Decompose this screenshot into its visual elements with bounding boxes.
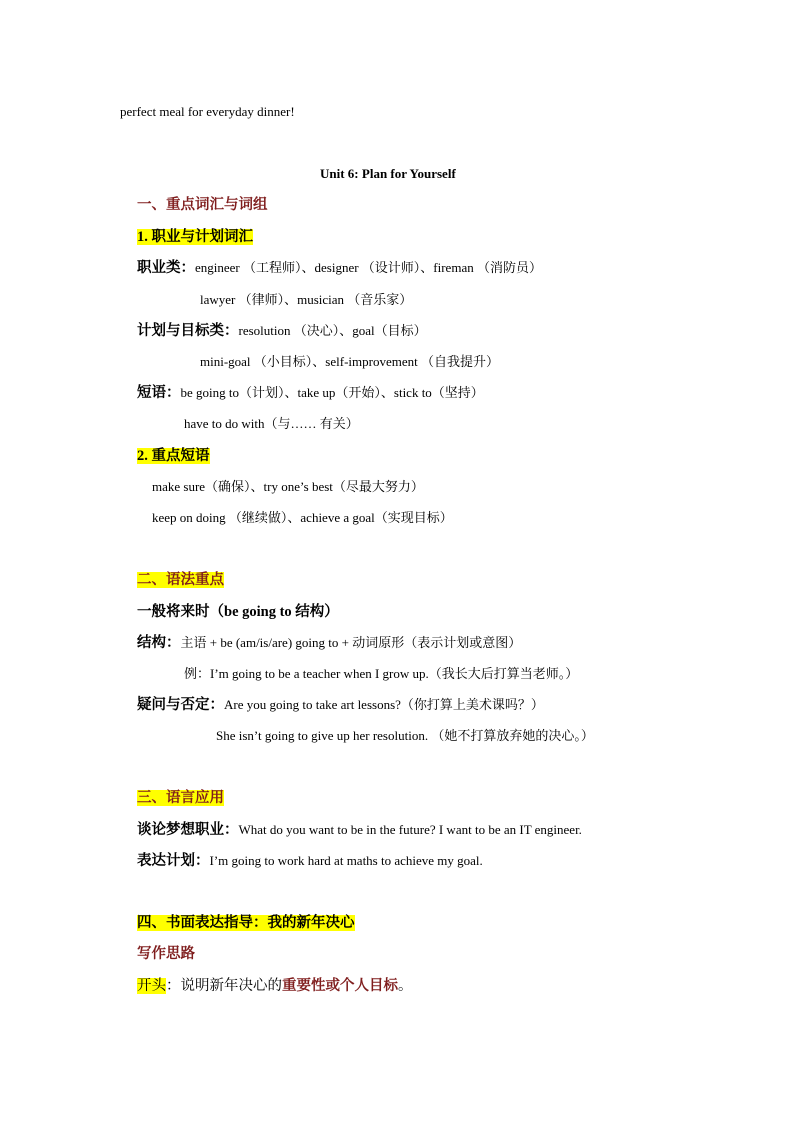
key-phrases-1: make sure（确保）、try one’s best（尽最大努力） [152,479,424,494]
phrase-label: 短语： [137,385,181,401]
opening-text: ：说明新年决心的 [166,978,282,994]
key-phrases-heading-text: 2. 重点短语 [137,448,210,464]
top-line: perfect meal for everyday dinner! [120,104,295,119]
plan-expression-label: 表达计划： [137,853,210,869]
question-label: 疑问与否定： [137,697,224,713]
vocab-heading-text: 1. 职业与计划词汇 [137,229,253,245]
career-label: 职业类： [137,260,195,276]
plan-row [137,321,427,341]
page-title: Unit 6: Plan for Yourself [320,166,456,181]
plan-expression-row [137,851,483,871]
opening-label: 开头 [137,978,166,994]
example-sentence: 例：I’m going to be a teacher when I grow up.（我长大后打算当老师。） [184,666,579,681]
plan-words-2: mini-goal （小目标）、self-improvement （自我提升） [200,354,499,369]
question-row [137,695,544,715]
plan-expression-sentence: I’m going to work hard at maths to achieve my goal. [209,853,483,868]
opening-row [137,976,413,996]
section-4-heading [137,913,355,933]
tense-title: 一般将来时（be going to 结构） [137,604,339,620]
career-words-2: lawyer （律师）、musician （音乐家） [200,292,413,307]
section-3-heading-text: 三、语言应用 [137,790,224,806]
structure-label: 结构： [137,635,181,651]
career-row [137,258,542,278]
structure-text: 主语 + be (am/is/are) going to + 动词原形（表示计划或意图） [180,635,522,650]
section-4-heading-text: 四、书面表达指导：我的新年决心 [137,915,355,931]
key-phrases-2: keep on doing （继续做）、achieve a goal（实现目标） [152,510,453,525]
negative-sentence: She isn’t going to give up her resolution. （她不打算放弃她的决心。） [216,728,594,743]
question-sentence: Are you going to take art lessons?（你打算上美术课吗？） [224,697,544,712]
vocab-heading [137,227,253,247]
section-1-heading: 一、重点词汇与词组 [137,197,268,213]
section-2-heading [137,570,224,590]
plan-words-1: resolution （决心）、goal（目标） [238,323,427,338]
key-phrases-heading [137,446,210,466]
career-words-1: engineer （工程师）、designer （设计师）、fireman （消防员） [195,260,542,275]
dream-row [137,820,582,840]
phrase-row [137,383,484,403]
dream-sentence: What do you want to be in the future? I want to be an IT engineer. [238,822,582,837]
opening-key: 重要性或个人目标 [282,978,398,994]
section-2-heading-text: 二、语法重点 [137,572,224,588]
structure-row [137,633,521,653]
opening-end: 。 [398,978,413,994]
writing-idea-title: 写作思路 [137,946,195,962]
phrase-words-2: have to do with（与…… 有关） [184,416,359,431]
dream-label: 谈论梦想职业： [137,822,239,838]
section-3-heading [137,788,224,808]
phrase-words-1: be going to（计划）、take up（开始）、stick to（坚持） [180,385,484,400]
plan-label: 计划与目标类： [137,323,239,339]
